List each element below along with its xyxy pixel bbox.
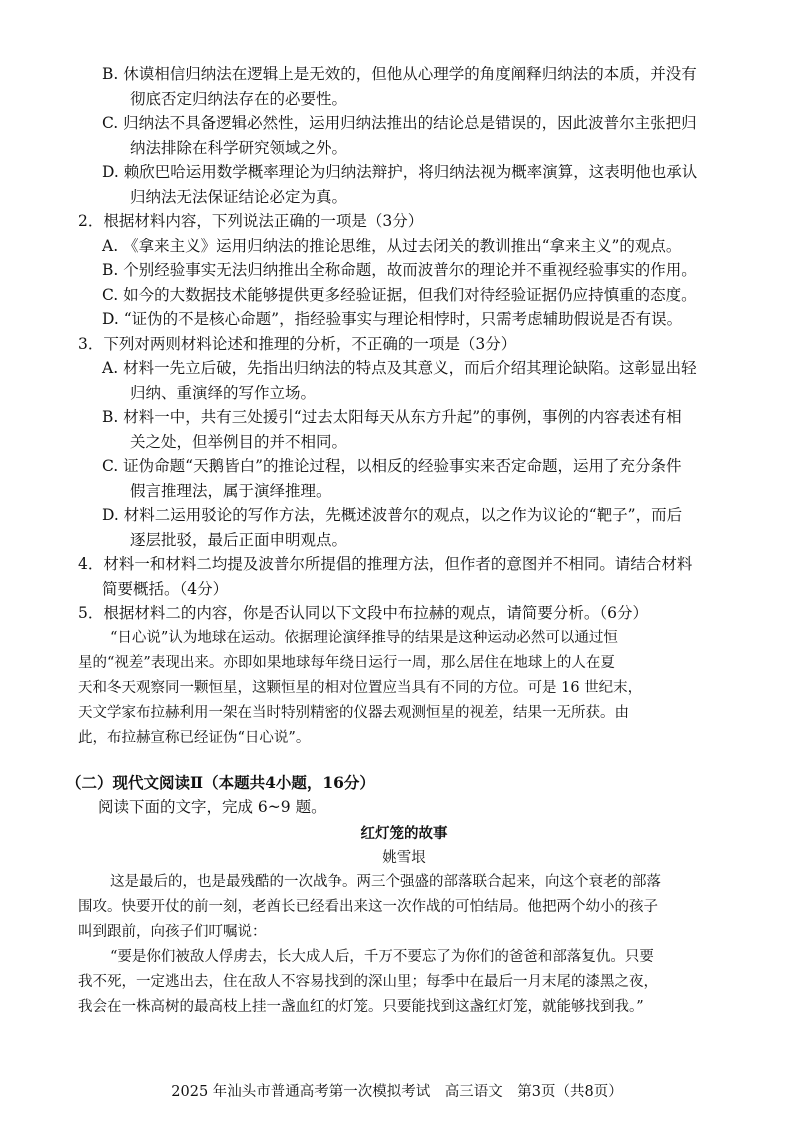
question-4-stem-cont: 简要概括。（4分） <box>102 579 229 598</box>
page-footer: 2025 年汕头市普通高考第一次模拟考试 高三语文 第3页（共8页） <box>171 1084 623 1100</box>
question-2 <box>74 209 734 332</box>
story-line: 围攻。快要开仗的前一刻，老酋长已经看出来这一次作战的可怕结局。他把两个幼小的孩子 <box>78 898 658 915</box>
question-3 <box>74 332 734 553</box>
option-2b: B. 个别经验事实无法归纳推出全称命题，故而波普尔的理论并不重视经验事实的作用。 <box>102 261 697 279</box>
option-1d-cont: 归纳法无法保证结论必定为真。 <box>130 187 348 206</box>
material-line: “日心说”认为地球在运动。依据理论演绎推导的结果是这种运动必然可以通过恒 <box>110 629 618 646</box>
story-paragraph-2 <box>74 945 734 1020</box>
option-3b: B. 材料一中，共有三处援引“过去太阳每天从东方升起”的事例，事例的内容表述有相 <box>102 408 682 426</box>
option-1b-cont: 彻底否定归纳法存在的必要性。 <box>130 89 348 108</box>
story-line: 这是最后的，也是最残酷的一次战争。两三个强盛的部落联合起来，向这个衰老的部落 <box>110 873 661 890</box>
option-3d: D. 材料二运用驳论的写作方法，先概述波普尔的观点，以之作为议论的“靶子”，而后 <box>102 506 683 524</box>
option-3c-cont: 假言推理法，属于演绎推理。 <box>130 481 332 500</box>
option-2c: C. 如今的大数据技术能够提供更多经验证据，但我们对待经验证据仍应持慎重的态度。 <box>102 285 697 304</box>
material-line: 天文学家布拉赫利用一架在当时特别精密的仪器去观测恒星的视差，结果一无所获。由 <box>78 704 629 721</box>
story-line: 我会在一株高树的最高枝上挂一盏血红的灯笼。只要能找到这盏红灯笼，就能够找到我。” <box>78 998 644 1015</box>
material-line: 此，布拉赫宣称已经证伪“日心说”。 <box>78 729 311 746</box>
question-5 <box>74 601 734 751</box>
question-3-stem: 3．下列对两则材料论述和推理的分析，不正确的一项是（3分） <box>78 334 517 353</box>
story-author: 姚雪垠 <box>382 849 426 866</box>
option-3b-cont: 关之处，但举例目的并不相同。 <box>130 432 348 451</box>
story-line: 叫到跟前，向孩子们叮嘱说： <box>78 923 267 940</box>
story-line: “要是你们被敌人俘虏去，长大成人后，千万不要忘了为你们的爸爸和部落复仇。只要 <box>110 948 654 965</box>
story-title: 红灯笼的故事 <box>360 824 448 842</box>
question-5-stem: 5．根据材料二的内容，你是否认同以下文段中布拉赫的观点，请简要分析。（6分） <box>78 604 648 622</box>
story-paragraph-1 <box>74 870 734 945</box>
section-instruction: 阅读下面的文字，完成 6~9 题。 <box>98 798 327 816</box>
option-3d-cont: 逐层批驳，最后正面申明观点。 <box>130 530 348 549</box>
material-line: 星的“视差”表现出来。亦即如果地球每年绕日运行一周，那么居住在地球上的人在夏 <box>78 654 615 671</box>
option-3c: C. 证伪命题“天鹅皆白”的推论过程，以相反的经验事实来否定命题，运用了充分条件 <box>102 457 682 475</box>
material-line: 天和冬天观察同一颗恒星，这颗恒星的相对位置应当具有不同的方位。可是 16 世纪末， <box>78 679 643 696</box>
question-5-material <box>74 626 734 751</box>
story-line: 我不死，一定逃出去，住在敌人不容易找到的深山里；每季中在最后一月末尾的漆黑之夜， <box>78 973 658 990</box>
question-2-stem: 2．根据材料内容，下列说法正确的一项是（3分） <box>78 212 424 230</box>
question-1-options <box>74 62 734 209</box>
option-2d: D. “证伪的不是核心命题”，指经验事实与理论相悖时，只需考虑辅助假说是否有误。 <box>102 310 683 328</box>
option-1d: D. 赖欣巴哈运用数学概率理论为归纳法辩护，将归纳法视为概率演算，这表明他也承认 <box>102 163 698 181</box>
question-4 <box>74 552 734 601</box>
option-1c: C. 归纳法不具备逻辑必然性，运用归纳法推出的结论总是错误的，因此波普尔主张把归 <box>102 114 697 132</box>
question-4-stem: 4．材料一和材料二均提及波普尔所提倡的推理方法，但作者的意图并不相同。请结合材料 <box>78 555 693 573</box>
option-3a: A. 材料一先立后破，先指出归纳法的特点及其意义，而后介绍其理论缺陷。这彰显出轻 <box>102 359 697 377</box>
option-1c-cont: 纳法排除在科学研究领域之外。 <box>130 138 348 157</box>
option-1b: B. 休谟相信归纳法在逻辑上是无效的，但他从心理学的角度阐释归纳法的本质，并没有 <box>102 65 697 83</box>
option-2a: A. 《拿来主义》运用归纳法的推论思维，从过去闭关的教训推出“拿来主义”的观点。 <box>102 236 682 255</box>
option-3a-cont: 归纳、重演绎的写作立场。 <box>130 383 317 402</box>
section-heading: （二）现代文阅读Ⅱ（本题共4小题，16分） <box>66 772 375 792</box>
